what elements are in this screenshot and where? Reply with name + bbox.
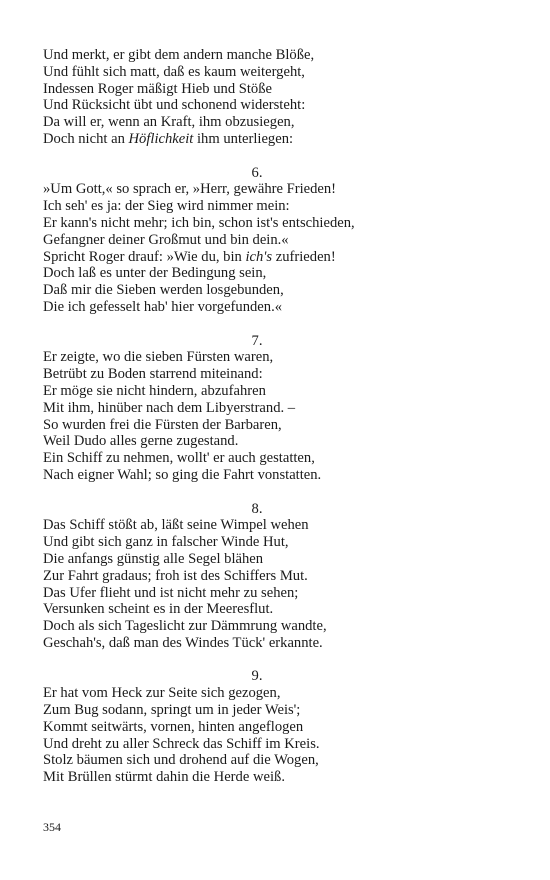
verse-line xyxy=(43,299,513,316)
verse-line xyxy=(43,181,513,198)
verse-line xyxy=(43,249,513,266)
line-text: Das Schiff stößt ab, läßt seine Wimpel wehen xyxy=(43,517,309,534)
line-text: »Um Gott,« so sprach er, »Herr, gewähre Frieden! xyxy=(43,181,337,198)
line-text: Die ich gefesselt hab' hier vorgefunden.« xyxy=(43,298,283,315)
verse-line xyxy=(43,400,513,417)
line-text: Die anfangs günstig alle Segel blähen xyxy=(43,550,264,567)
stanza xyxy=(43,333,513,484)
line-text: Stolz bäumen sich und drohend auf die Wogen, xyxy=(43,752,319,769)
line-text: Und gibt sich ganz in falscher Winde Hut, xyxy=(43,534,289,551)
verse-line xyxy=(43,265,513,282)
verse-line xyxy=(43,198,513,215)
line-text: Er möge sie nicht hindern, abzufahren xyxy=(43,382,266,399)
verse-line xyxy=(43,64,513,81)
emphasized-text: ich's xyxy=(245,248,273,265)
line-text: Zum Bug sodann, springt um in jeder Weis'; xyxy=(43,702,301,719)
line-text: Ein Schiff zu nehmen, wollt' er auch gestatten, xyxy=(43,450,315,467)
stanza xyxy=(43,501,513,652)
stanza xyxy=(43,47,513,148)
verse-line xyxy=(43,719,513,736)
verse-line xyxy=(43,601,513,618)
line-text: Gefangner deiner Großmut und bin dein.« xyxy=(43,231,289,248)
verse-line xyxy=(43,232,513,249)
line-text: Da will er, wenn an Kraft, ihm obzusiegen, xyxy=(43,114,295,131)
stanza xyxy=(43,165,513,316)
stanza-number: 7. xyxy=(251,332,263,349)
line-text: So wurden frei die Fürsten der Barbaren, xyxy=(43,416,282,433)
verse-line xyxy=(43,97,513,114)
verse-line xyxy=(43,702,513,719)
verse-line xyxy=(43,551,513,568)
verse-line xyxy=(43,534,513,551)
line-text: Versunken scheint es in der Meeresflut. xyxy=(43,601,274,618)
verse-line xyxy=(43,131,513,148)
verse-line xyxy=(43,585,513,602)
line-text: Er hat vom Heck zur Seite sich gezogen, xyxy=(43,685,281,702)
line-text: Ich seh' es ja: der Sieg wird nimmer mein: xyxy=(43,198,290,215)
line-text: Betrübt zu Boden starrend miteinand: xyxy=(43,366,263,383)
line-text: Doch nicht an xyxy=(43,130,129,147)
stanza xyxy=(43,668,513,786)
line-text: Kommt seitwärts, vornen, hinten angeflogen xyxy=(43,718,304,735)
verse-line xyxy=(43,383,513,400)
line-text: Geschah's, daß man des Windes Tück' erkannte. xyxy=(43,634,323,651)
verse-line xyxy=(43,635,513,652)
line-text: Das Ufer flieht und ist nicht mehr zu sehen; xyxy=(43,584,299,601)
poem-text xyxy=(43,47,513,803)
line-text: Und dreht zu aller Schreck das Schiff im Kreis. xyxy=(43,735,320,752)
line-text: Mit Brüllen stürmt dahin die Herde weiß. xyxy=(43,769,285,786)
line-text: Doch laß es unter der Bedingung sein, xyxy=(43,265,267,282)
verse-line xyxy=(43,215,513,232)
verse-line xyxy=(43,47,513,64)
verse-line xyxy=(43,349,513,366)
stanza-number: 6. xyxy=(251,164,263,181)
verse-line xyxy=(43,366,513,383)
verse-line xyxy=(43,568,513,585)
verse-line xyxy=(43,81,513,98)
page-number: 354 xyxy=(43,820,61,834)
line-text: Mit ihm, hinüber nach dem Libyerstrand. – xyxy=(43,399,296,416)
line-text: Zur Fahrt gradaus; froh ist des Schiffers Mut. xyxy=(43,567,308,584)
emphasized-text: Höflichkeit xyxy=(128,130,194,147)
verse-line xyxy=(43,752,513,769)
stanza-number: 9. xyxy=(251,668,263,685)
line-text: Er zeigte, wo die sieben Fürsten waren, xyxy=(43,349,274,366)
verse-line xyxy=(43,685,513,702)
line-text: Spricht Roger drauf: »Wie du, bin xyxy=(43,248,246,265)
verse-line xyxy=(43,417,513,434)
line-text: Daß mir die Sieben werden losgebunden, xyxy=(43,282,284,299)
verse-line xyxy=(43,282,513,299)
verse-line xyxy=(43,467,513,484)
line-text: zufrieden! xyxy=(272,248,336,265)
verse-line xyxy=(43,433,513,450)
verse-line xyxy=(43,736,513,753)
line-text: Nach eigner Wahl; so ging die Fahrt vonstatten. xyxy=(43,466,322,483)
stanza-number: 8. xyxy=(251,500,263,517)
line-text: Und fühlt sich matt, daß es kaum weitergeht, xyxy=(43,63,305,80)
verse-line xyxy=(43,517,513,534)
verse-line xyxy=(43,618,513,635)
line-text: ihm unterliegen: xyxy=(193,130,294,147)
line-text: Weil Dudo alles gerne zugestand. xyxy=(43,433,239,450)
line-text: Doch als sich Tageslicht zur Dämmrung wandte, xyxy=(43,618,327,635)
verse-line xyxy=(43,769,513,786)
verse-line xyxy=(43,114,513,131)
line-text: Er kann's nicht mehr; ich bin, schon ist's entschieden, xyxy=(43,214,355,231)
line-text: Und Rücksicht übt und schonend widersteht: xyxy=(43,97,306,114)
line-text: Indessen Roger mäßigt Hieb und Stöße xyxy=(43,80,273,97)
verse-line xyxy=(43,450,513,467)
line-text: Und merkt, er gibt dem andern manche Blöße, xyxy=(43,47,315,63)
